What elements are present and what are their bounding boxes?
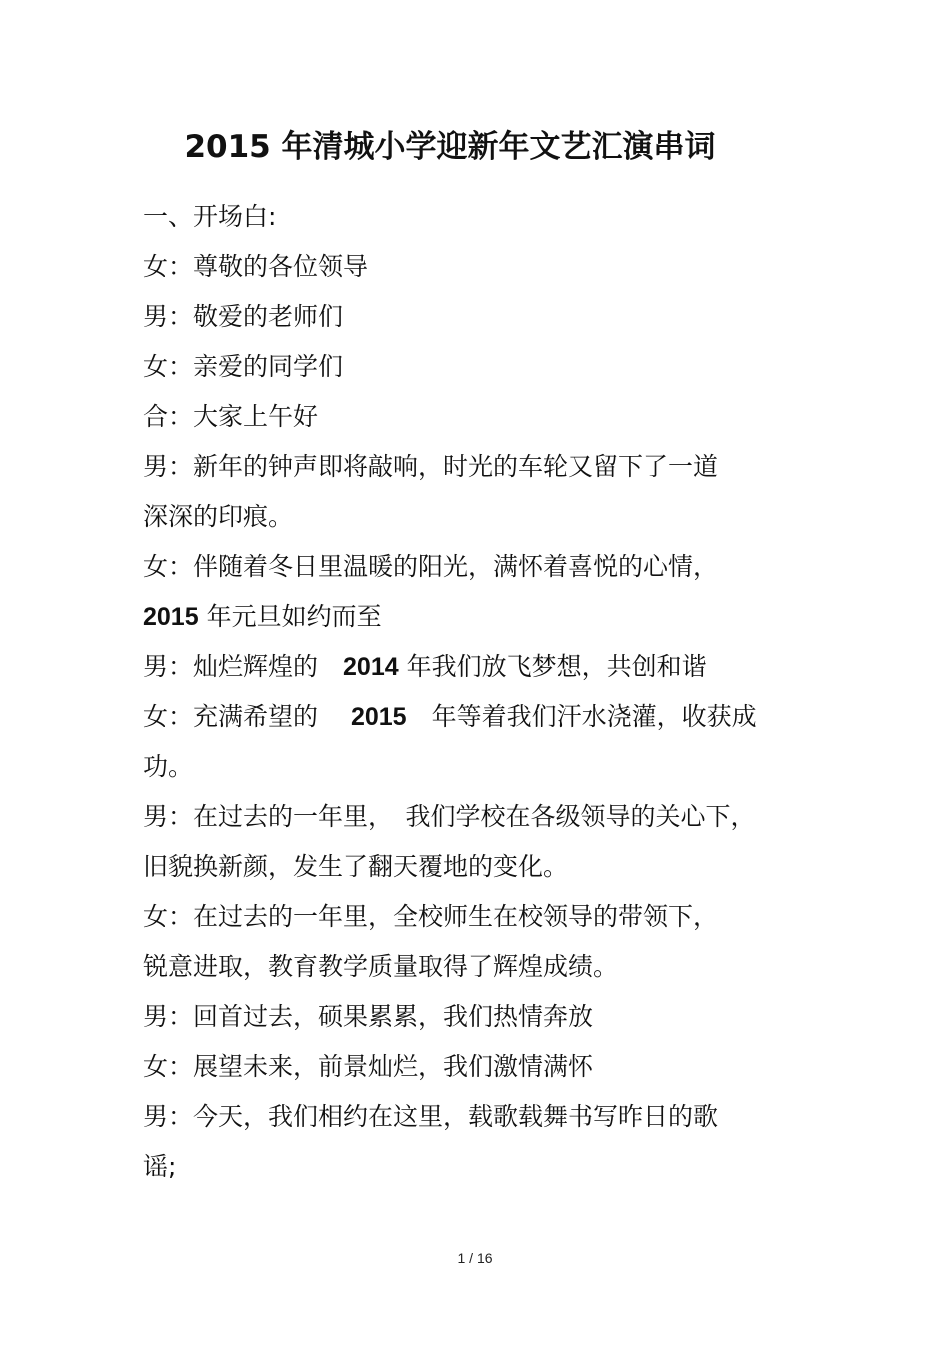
text-line: 2015 年元旦如约而至 — [143, 602, 382, 631]
text-line: 男：今天，我们相约在这里，载歌载舞书写昨日的歌 — [143, 1102, 719, 1131]
text-line: 功。 — [143, 752, 194, 781]
text-line: 一、开场白: — [143, 202, 277, 231]
text-line: 女：伴随着冬日里温暖的阳光，满怀着喜悦的心情， — [143, 552, 719, 581]
text-line: 女：展望未来，前景灿烂，我们激情满怀 — [143, 1052, 594, 1081]
text-line: 锐意进取，教育教学质量取得了辉煌成绩。 — [143, 952, 619, 981]
text-line: 旧貌换新颜，发生了翻天覆地的变化。 — [143, 852, 569, 881]
text-line: 男：敬爱的老师们 — [143, 302, 344, 331]
text-line: 女：充满希望的 2015 年等着我们汗水浇灌，收获成 — [143, 702, 757, 731]
text-line: 男：灿烂辉煌的 2014 年我们放飞梦想，共创和谐 — [143, 652, 707, 681]
text-line: 合：大家上午好 — [143, 402, 319, 431]
text-line: 女：尊敬的各位领导 — [143, 252, 369, 281]
text-line: 男：新年的钟声即将敲响，时光的车轮又留下了一道 — [143, 452, 719, 481]
document-title: 2015 年清城小学迎新年文艺汇演串词 — [184, 129, 716, 165]
text-line: 深深的印痕。 — [143, 502, 294, 531]
text-line: 男：在过去的一年里， 我们学校在各级领导的关心下， — [143, 802, 756, 831]
text-line: 女：在过去的一年里，全校师生在校领导的带领下， — [143, 902, 719, 931]
page-number: 1 / 16 — [457, 1250, 493, 1266]
text-line: 男：回首过去，硕果累累，我们热情奔放 — [143, 1002, 594, 1031]
document-body — [143, 192, 793, 1192]
text-line: 女：亲爱的同学们 — [143, 352, 344, 381]
text-line: 谣; — [143, 1152, 177, 1181]
